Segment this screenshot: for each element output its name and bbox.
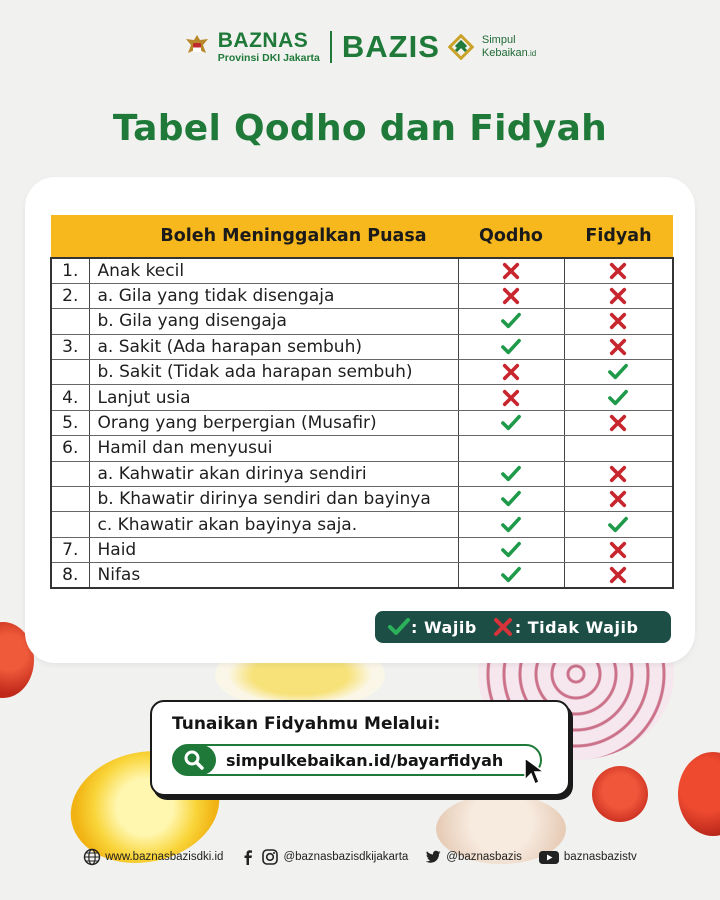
row-qodho [458,360,564,385]
baznas-subtitle: Provinsi DKI Jakarta [217,52,320,65]
row-description: Hamil dan menyusui [89,436,458,461]
footer-youtube-text: baznasbazistv [563,851,637,863]
payment-box [150,700,570,796]
row-description: b. Khawatir dirinya sendiri dan bayinya [89,487,458,512]
x-icon [500,262,522,280]
cursor-icon [522,756,548,786]
row-description: Lanjut usia [89,385,458,410]
row-description: b. Gila yang disengaja [89,309,458,334]
row-fidyah [564,537,673,562]
row-fidyah [564,410,673,435]
row-fidyah [564,334,673,359]
row-fidyah [564,385,673,410]
garuda-logo-icon [184,33,210,61]
x-icon [607,262,629,280]
logo-bar [0,28,720,66]
check-icon [500,566,522,584]
row-qodho [458,385,564,410]
row-qodho [458,334,564,359]
header-number [51,215,89,258]
footer-youtube[interactable] [538,848,637,866]
row-number [51,461,89,486]
row-number: 3. [51,334,89,359]
row-qodho [458,283,564,308]
kebaikan-line: Kebaikan [481,47,528,59]
table-row [51,563,673,588]
table-row [51,258,673,283]
footer-website[interactable] [83,848,223,866]
x-icon [491,617,515,637]
twitter-icon [424,848,442,866]
payment-url-field[interactable] [172,744,542,776]
bazis-logo: BAZIS [341,29,440,64]
page-title: Tabel Qodho dan Fidyah [112,108,608,149]
row-number: 6. [51,436,89,461]
check-icon [500,312,522,330]
payment-url[interactable]: simpulkebaikan.id/bayarfidyah [226,750,504,770]
x-icon [607,287,629,305]
footer-facebook-instagram-text: @baznasbazisdkijakarta [283,851,409,863]
row-number: 7. [51,537,89,562]
table-row [51,385,673,410]
row-fidyah [564,487,673,512]
check-icon [500,516,522,534]
x-icon [607,541,629,559]
row-description: a. Kahwatir akan dirinya sendiri [89,461,458,486]
simpul-suffix: .id [527,49,537,58]
table-row [51,283,673,308]
x-icon [500,389,522,407]
row-number: 2. [51,283,89,308]
row-number [51,487,89,512]
row-number: 1. [51,258,89,283]
x-icon [607,490,629,508]
x-icon [607,465,629,483]
row-qodho [458,487,564,512]
table-row [51,334,673,359]
table-row [51,487,673,512]
row-qodho [458,410,564,435]
facebook-icon [239,848,257,866]
table-header-row [51,215,673,258]
youtube-icon [538,848,560,866]
row-description: b. Sakit (Tidak ada harapan sembuh) [89,360,458,385]
row-description: a. Sakit (Ada harapan sembuh) [89,334,458,359]
row-fidyah [564,258,673,283]
row-description: Haid [89,537,458,562]
row-qodho [458,512,564,537]
footer-website-text: www.baznasbazisdki.id [105,851,224,863]
row-number [51,309,89,334]
row-fidyah [564,512,673,537]
globe-icon [83,848,101,866]
x-icon [500,287,522,305]
row-fidyah [564,309,673,334]
check-icon [500,414,522,432]
search-icon [172,745,216,775]
row-description: Nifas [89,563,458,588]
tomato-decoration [592,766,648,822]
check-icon [500,338,522,356]
x-icon [607,414,629,432]
row-number: 8. [51,563,89,588]
instagram-icon [261,848,279,866]
x-icon [500,363,522,381]
row-number [51,360,89,385]
legend [375,611,671,643]
x-icon [607,312,629,330]
footer-twitter[interactable] [424,848,522,866]
check-icon [500,490,522,508]
table-row [51,309,673,334]
row-qodho [458,309,564,334]
payment-label: Tunaikan Fidyahmu Melalui: [172,714,441,734]
baznas-name: BAZNAS [217,29,309,53]
simpul-line: Simpul [481,34,516,47]
row-description: Anak kecil [89,258,458,283]
footer [0,846,720,868]
legend-wajib: : Wajib [411,617,477,637]
row-fidyah [564,563,673,588]
table-row [51,360,673,385]
footer-facebook-instagram[interactable] [239,848,408,866]
footer-twitter-text: @baznasbazis [446,851,522,863]
baznas-logo [218,30,320,64]
row-description: c. Khawatir akan bayinya saja. [89,512,458,537]
x-icon [607,338,629,356]
header-fidyah: Fidyah [564,215,673,258]
tomato-decoration [678,752,720,836]
check-icon [387,617,411,637]
row-number: 5. [51,410,89,435]
table-row [51,512,673,537]
check-icon [500,541,522,559]
row-fidyah [564,360,673,385]
table-row [51,537,673,562]
row-fidyah [564,436,673,461]
check-icon [607,516,629,534]
row-qodho [458,258,564,283]
check-icon [607,389,629,407]
row-number: 4. [51,385,89,410]
row-fidyah [564,461,673,486]
simpul-kebaikan-logo [482,34,536,59]
row-qodho [458,537,564,562]
legend-tidak-wajib: : Tidak Wajib [514,617,639,637]
row-qodho [458,563,564,588]
row-description: a. Gila yang tidak disengaja [89,283,458,308]
table-body [51,258,673,588]
simpul-kebaikan-logo-icon [448,34,474,60]
header-qodho: Qodho [458,215,564,258]
check-icon [607,363,629,381]
row-description: Orang yang berpergian (Musafir) [89,410,458,435]
row-number [51,512,89,537]
table-row [51,461,673,486]
row-qodho [458,436,564,461]
qodho-fidyah-table [50,215,674,589]
row-fidyah [564,283,673,308]
check-icon [500,465,522,483]
logo-divider [330,31,332,63]
row-qodho [458,461,564,486]
header-description: Boleh Meninggalkan Puasa [89,215,458,258]
table-row [51,436,673,461]
table-row [51,410,673,435]
x-icon [607,566,629,584]
